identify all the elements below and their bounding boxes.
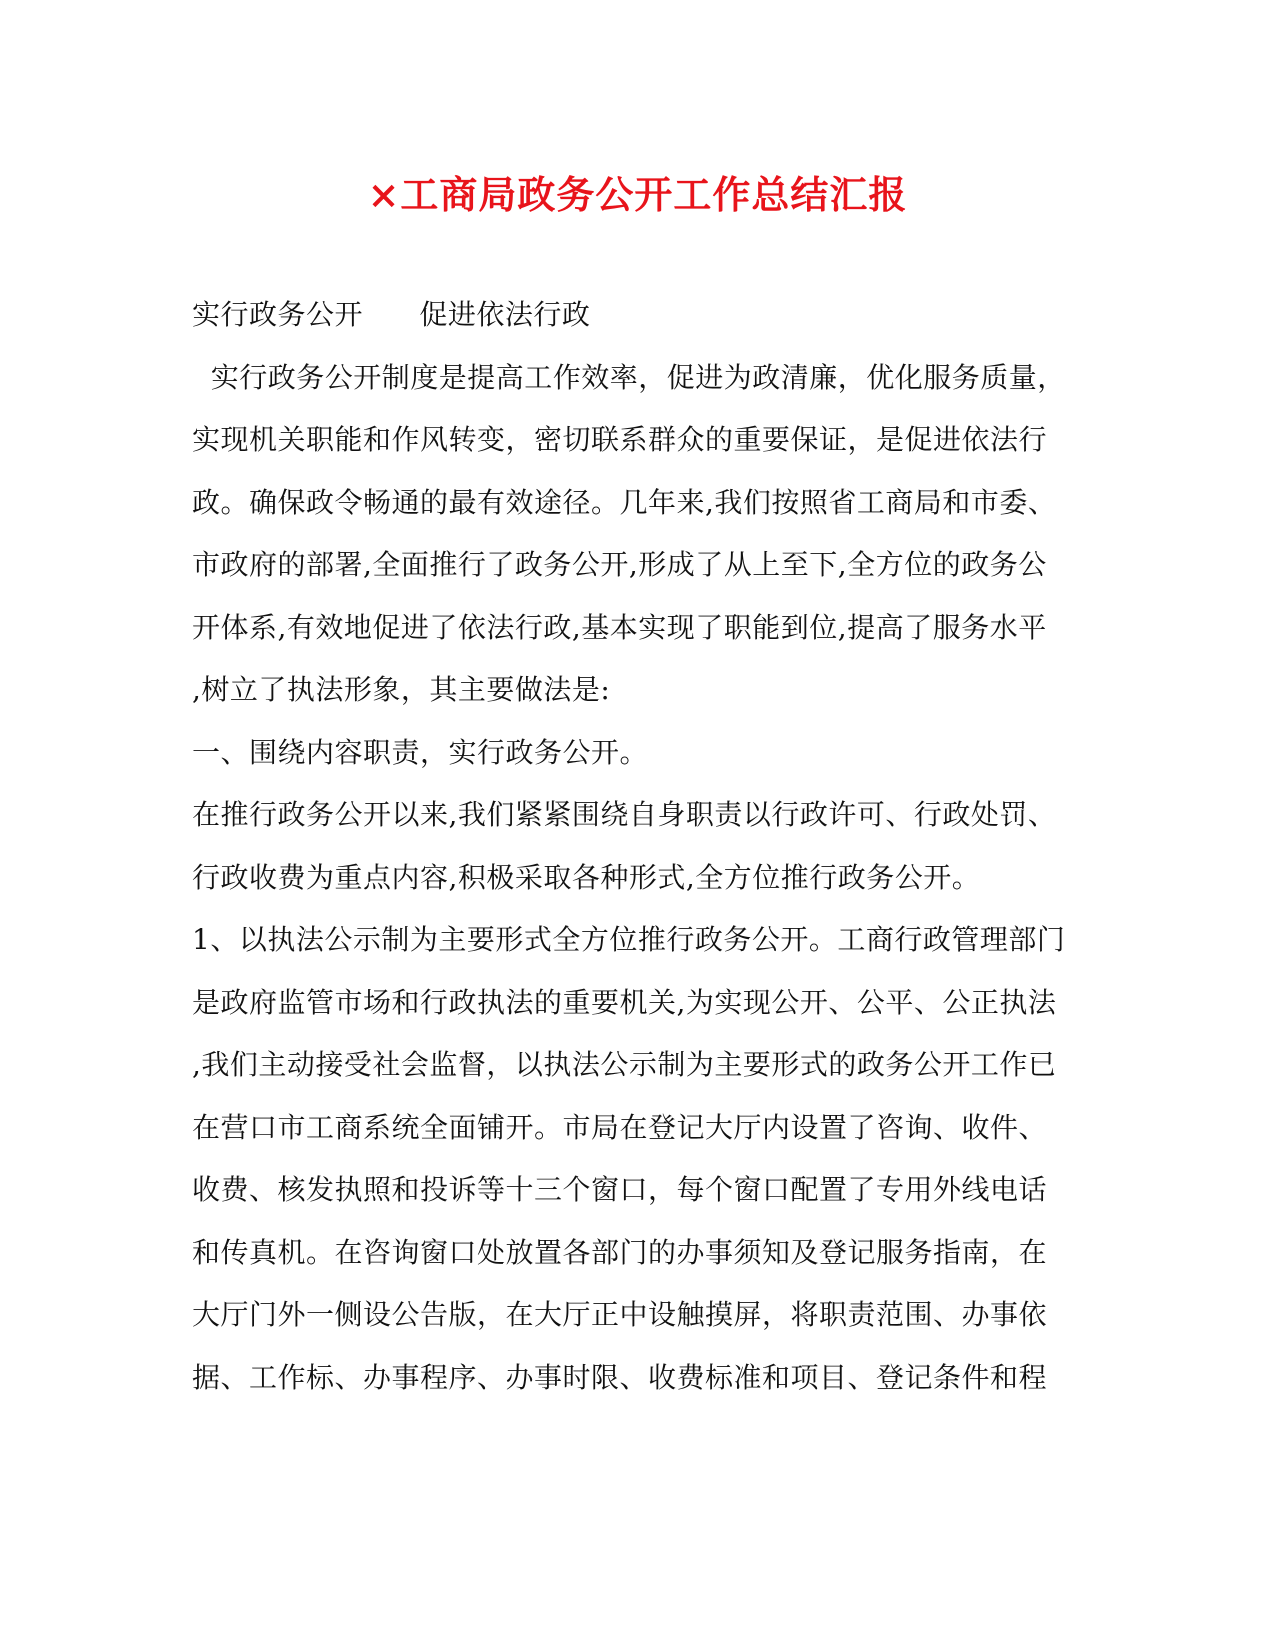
body-line: 是政府监管市场和行政执法的重要机关,为实现公开、公平、公正执法 (192, 985, 1057, 1019)
body-line: 据、工作标、办事程序、办事时限、收费标准和项目、登记条件和程 (192, 1360, 1048, 1394)
document-body (192, 284, 1092, 1409)
body-line: 市政府的部署,全面推行了政务公开,形成了从上至下,全方位的政务公 (192, 548, 1047, 581)
body-line: 实行政务公开制度是提高工作效率，促进为政清廉，优化服务质量， (192, 360, 1066, 394)
body-line: 1、以执法公示制为主要形式全方位推行政务公开。工商行政管理部门 (192, 923, 1066, 956)
body-line: 实现机关职能和作风转变，密切联系群众的重要保证，是促进依法行 (192, 423, 1048, 456)
document-title: ×工商局政务公开工作总结汇报 (367, 172, 908, 217)
body-line: 实行政务公开 促进依法行政 (192, 298, 591, 331)
body-line: ,我们主动接受社会监督，以执法公示制为主要形式的政务公开工作已 (192, 1048, 1057, 1081)
body-line: 大厅门外一侧设公告版，在大厅正中设触摸屏，将职责范围、办事依 (192, 1298, 1048, 1331)
body-line: 开体系,有效地促进了依法行政,基本实现了职能到位,提高了服务水平 (192, 610, 1047, 644)
body-line: 和传真机。在咨询窗口处放置各部门的办事须知及登记服务指南，在 (192, 1235, 1048, 1269)
body-line: 在推行政务公开以来,我们紧紧围绕自身职责以行政许可、行政处罚、 (192, 798, 1057, 831)
body-line: 行政收费为重点内容,积极采取各种形式,全方位推行政务公开。 (192, 860, 981, 894)
body-line: 一、围绕内容职责，实行政务公开。 (192, 735, 649, 769)
body-line: 政。确保政令畅通的最有效途径。几年来,我们按照省工商局和市委、 (192, 485, 1057, 519)
body-line: 在营口市工商系统全面铺开。市局在登记大厅内设置了咨询、收件、 (192, 1110, 1048, 1144)
body-line: ,树立了执法形象，其主要做法是: (192, 673, 611, 706)
body-line: 收费、核发执照和投诉等十三个窗口，每个窗口配置了专用外线电话 (192, 1173, 1048, 1206)
